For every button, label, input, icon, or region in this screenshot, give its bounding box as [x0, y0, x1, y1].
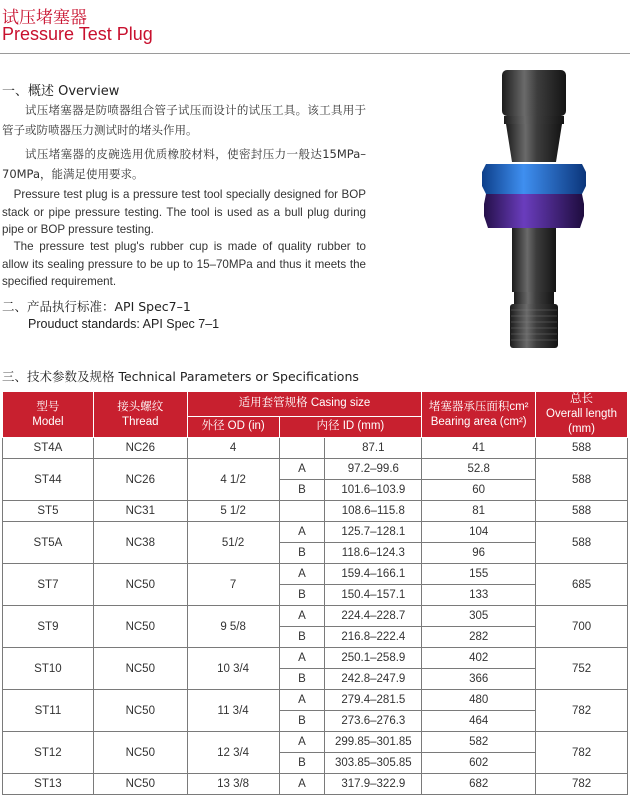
- table-row: [3, 564, 628, 585]
- cell-thread: NC50: [93, 564, 187, 606]
- overview-en-para-2: The pressure test plug's rubber cup is made of quality rubber to allow its sealing pressure to be up to 15–70MPa and thus it meets the specified requirement.: [2, 240, 366, 288]
- cell-id: 224.4–228.7: [325, 606, 422, 627]
- cell-grade: A: [279, 732, 325, 753]
- cell-bearing-area: 402: [422, 648, 536, 669]
- cell-bearing-area: 104: [422, 522, 536, 543]
- cell-grade: [279, 438, 325, 459]
- cell-thread: NC26: [93, 459, 187, 501]
- cell-od: 12 3/4: [187, 732, 279, 774]
- cell-grade: A: [279, 459, 325, 480]
- cell-bearing-area: 682: [422, 774, 536, 795]
- table-row: [3, 732, 628, 753]
- cell-model: ST12: [3, 732, 94, 774]
- cell-overall-length: 588: [536, 522, 628, 564]
- cell-model: ST44: [3, 459, 94, 501]
- cell-id: 97.2–99.6: [325, 459, 422, 480]
- cell-grade: A: [279, 606, 325, 627]
- col-header-od: 外径 OD (in): [187, 416, 279, 437]
- cell-overall-length: 588: [536, 459, 628, 501]
- cell-id: 250.1–258.9: [325, 648, 422, 669]
- cell-bearing-area: 52.8: [422, 459, 536, 480]
- cell-overall-length: 588: [536, 501, 628, 522]
- standards-english: Prouduct standards: API Spec 7–1: [28, 317, 220, 331]
- table-row: [3, 690, 628, 711]
- cell-overall-length: 782: [536, 690, 628, 732]
- cell-bearing-area: 155: [422, 564, 536, 585]
- cell-id: 101.6–103.9: [325, 480, 422, 501]
- cell-od: 13 3/8: [187, 774, 279, 795]
- cell-grade: B: [279, 543, 325, 564]
- cell-overall-length: 700: [536, 606, 628, 648]
- cell-grade: A: [279, 690, 325, 711]
- cell-grade: A: [279, 648, 325, 669]
- cell-id: 303.85–305.85: [325, 753, 422, 774]
- cell-id: 118.6–124.3: [325, 543, 422, 564]
- table-row: [3, 501, 628, 522]
- cell-grade: [279, 501, 325, 522]
- cell-model: ST7: [3, 564, 94, 606]
- cell-bearing-area: 96: [422, 543, 536, 564]
- col-header-bearing-area: 堵塞器承压面积cm² Bearing area (cm²): [422, 392, 536, 438]
- cell-od: 11 3/4: [187, 690, 279, 732]
- cell-grade: A: [279, 774, 325, 795]
- cell-id: 108.6–115.8: [325, 501, 422, 522]
- cell-bearing-area: 133: [422, 585, 536, 606]
- cell-overall-length: 685: [536, 564, 628, 606]
- cell-grade: B: [279, 669, 325, 690]
- cell-bearing-area: 366: [422, 669, 536, 690]
- cell-thread: NC50: [93, 690, 187, 732]
- standards-heading: 二、产品执行标准：API Spec7–1: [2, 299, 191, 314]
- cell-model: ST13: [3, 774, 94, 795]
- cell-od: 10 3/4: [187, 648, 279, 690]
- overview-heading: 一、概述 Overview: [2, 84, 120, 99]
- cell-bearing-area: 81: [422, 501, 536, 522]
- specifications-heading: 三、技术参数及规格 Technical Parameters or Specifications: [2, 369, 359, 384]
- cell-id: 87.1: [325, 438, 422, 459]
- cell-overall-length: 782: [536, 774, 628, 795]
- table-row: [3, 774, 628, 795]
- cell-bearing-area: 60: [422, 480, 536, 501]
- specifications-table-body: [3, 438, 628, 795]
- col-header-overall-length: 总长 Overall length (mm): [536, 392, 628, 438]
- table-row: [3, 522, 628, 543]
- page-title-cn: 试压堵塞器: [2, 8, 87, 28]
- cell-id: 317.9–322.9: [325, 774, 422, 795]
- cell-grade: B: [279, 480, 325, 501]
- cell-grade: A: [279, 564, 325, 585]
- table-row: [3, 648, 628, 669]
- cell-od: 5 1/2: [187, 501, 279, 522]
- cell-bearing-area: 480: [422, 690, 536, 711]
- cell-model: ST5: [3, 501, 94, 522]
- cell-grade: B: [279, 585, 325, 606]
- cell-bearing-area: 602: [422, 753, 536, 774]
- cell-od: 51/2: [187, 522, 279, 564]
- col-header-id: 内径 ID (mm): [279, 416, 422, 437]
- cell-id: 125.7–128.1: [325, 522, 422, 543]
- col-header-casing-size: 适用套管规格 Casing size: [187, 392, 422, 417]
- cell-bearing-area: 282: [422, 627, 536, 648]
- cell-bearing-area: 305: [422, 606, 536, 627]
- cell-id: 273.6–276.3: [325, 711, 422, 732]
- cell-id: 279.4–281.5: [325, 690, 422, 711]
- col-header-model: 型号 Model: [3, 392, 94, 438]
- cell-id: 216.8–222.4: [325, 627, 422, 648]
- cell-od: 7: [187, 564, 279, 606]
- cell-model: ST9: [3, 606, 94, 648]
- cell-grade: A: [279, 522, 325, 543]
- cell-bearing-area: 41: [422, 438, 536, 459]
- table-row: [3, 438, 628, 459]
- cell-bearing-area: 582: [422, 732, 536, 753]
- cell-model: ST4A: [3, 438, 94, 459]
- cell-od: 9 5/8: [187, 606, 279, 648]
- col-header-thread: 接头螺纹 Thread: [93, 392, 187, 438]
- overview-cn-para-2: 试压堵塞器的皮碗选用优质橡胶材料，使密封压力一般达15MPa–70MPa，能满足使用要求。: [2, 147, 366, 181]
- pressure-test-plug-image: [478, 66, 590, 356]
- cell-id: 150.4–157.1: [325, 585, 422, 606]
- cell-id: 159.4–166.1: [325, 564, 422, 585]
- table-row: [3, 459, 628, 480]
- cell-grade: B: [279, 753, 325, 774]
- cell-model: ST11: [3, 690, 94, 732]
- cell-bearing-area: 464: [422, 711, 536, 732]
- cell-thread: NC50: [93, 606, 187, 648]
- table-row: [3, 606, 628, 627]
- cell-model: ST10: [3, 648, 94, 690]
- cell-overall-length: 782: [536, 732, 628, 774]
- cell-grade: B: [279, 711, 325, 732]
- cell-thread: NC38: [93, 522, 187, 564]
- page-title-en: Pressure Test Plug: [2, 24, 153, 44]
- cell-od: 4 1/2: [187, 459, 279, 501]
- cell-thread: NC50: [93, 732, 187, 774]
- cell-grade: B: [279, 627, 325, 648]
- cell-od: 4: [187, 438, 279, 459]
- cell-thread: NC26: [93, 438, 187, 459]
- cell-model: ST5A: [3, 522, 94, 564]
- overview-en-para-1: Pressure test plug is a pressure test tool specially designed for BOP stack or pipe pressure testing. The tool is used as a bull plug during pipe or BOP pressure testing.: [2, 188, 366, 236]
- cell-thread: NC31: [93, 501, 187, 522]
- cell-overall-length: 588: [536, 438, 628, 459]
- overview-cn-para-1: 试压堵塞器是防喷器组合管子试压而设计的试压工具。该工具用于管子或防喷器压力测试时的堵头作用。: [2, 103, 366, 137]
- cell-id: 242.8–247.9: [325, 669, 422, 690]
- specifications-table: [2, 391, 628, 795]
- title-divider: [0, 53, 630, 54]
- cell-overall-length: 752: [536, 648, 628, 690]
- cell-id: 299.85–301.85: [325, 732, 422, 753]
- cell-thread: NC50: [93, 648, 187, 690]
- cell-thread: NC50: [93, 774, 187, 795]
